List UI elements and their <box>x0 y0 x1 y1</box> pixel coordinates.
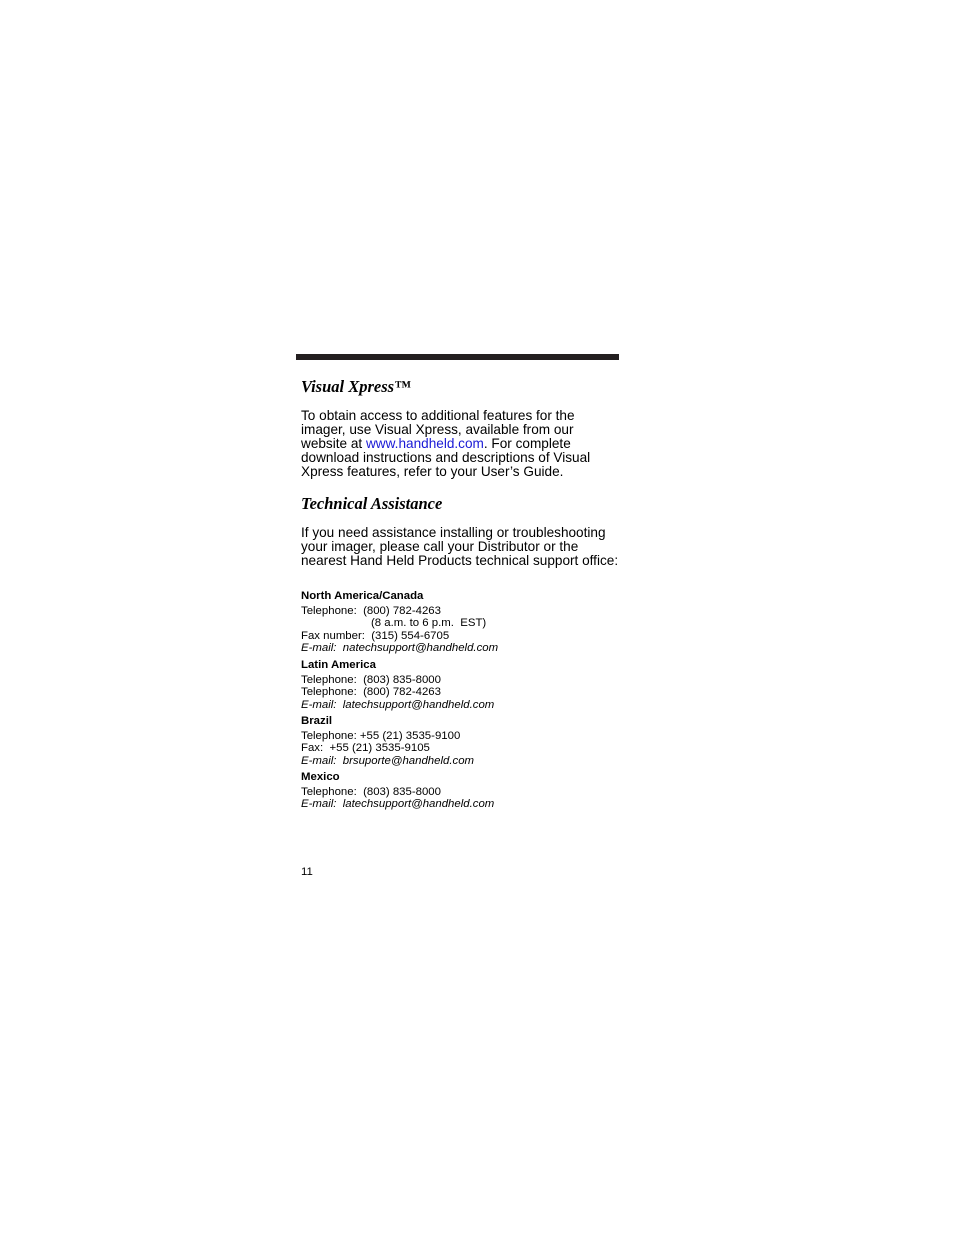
technical-assistance-heading: Technical Assistance <box>301 494 443 513</box>
region-name: North America/Canada <box>301 590 424 602</box>
fax-line: Fax number: (315) 554-6705 <box>301 629 450 642</box>
visual-xpress-section <box>301 377 619 397</box>
visual-xpress-body <box>301 409 619 479</box>
region-latin-america <box>301 658 619 711</box>
email-line: E-mail: latechsupport@handheld.com <box>301 798 495 811</box>
fax-line: Fax: +55 (21) 3535-9105 <box>301 742 430 755</box>
email-line: E-mail: brsuporte@handheld.com <box>301 754 475 767</box>
telephone-line: Telephone: (803) 835-8000 <box>301 674 441 686</box>
region-name: Brazil <box>301 715 333 727</box>
technical-assistance-section <box>301 494 619 514</box>
header-rule <box>296 354 619 360</box>
telephone-line: Telephone: (803) 835-8000 <box>301 786 441 798</box>
region-mexico <box>301 770 619 811</box>
email-line: E-mail: latechsupport@handheld.com <box>301 698 495 711</box>
region-north-america <box>301 589 619 655</box>
visual-xpress-heading: Visual Xpress™ <box>301 377 411 396</box>
telephone-line: Telephone: (800) 782-4263 <box>301 605 441 617</box>
visual-xpress-text-2: . For complete download instructions and descriptions of Visual Xpress features, refer to your User’s Guide. <box>301 436 591 479</box>
hours-line: (8 a.m. to 6 p.m. EST) <box>371 617 487 630</box>
technical-assistance-intro: If you need assistance installing or troubleshooting your imager, please call your Distributor or the nearest Hand Held Products technical support office: <box>301 525 619 568</box>
telephone-line: Telephone: +55 (21) 3535-9100 <box>301 730 461 742</box>
technical-assistance-body <box>301 526 619 568</box>
region-name: Mexico <box>301 771 340 783</box>
page-number: 11 <box>301 866 313 878</box>
region-name: Latin America <box>301 659 376 671</box>
telephone-line: Telephone: (800) 782-4263 <box>301 686 441 699</box>
visual-xpress-paragraph <box>301 409 619 479</box>
region-brazil <box>301 714 619 767</box>
handheld-website-link[interactable]: www.handheld.com <box>365 436 484 451</box>
visual-xpress-text-1: To obtain access to additional features for the imager, use Visual Xpress, available from our website at <box>301 408 575 451</box>
email-line: E-mail: natechsupport@handheld.com <box>301 642 499 655</box>
